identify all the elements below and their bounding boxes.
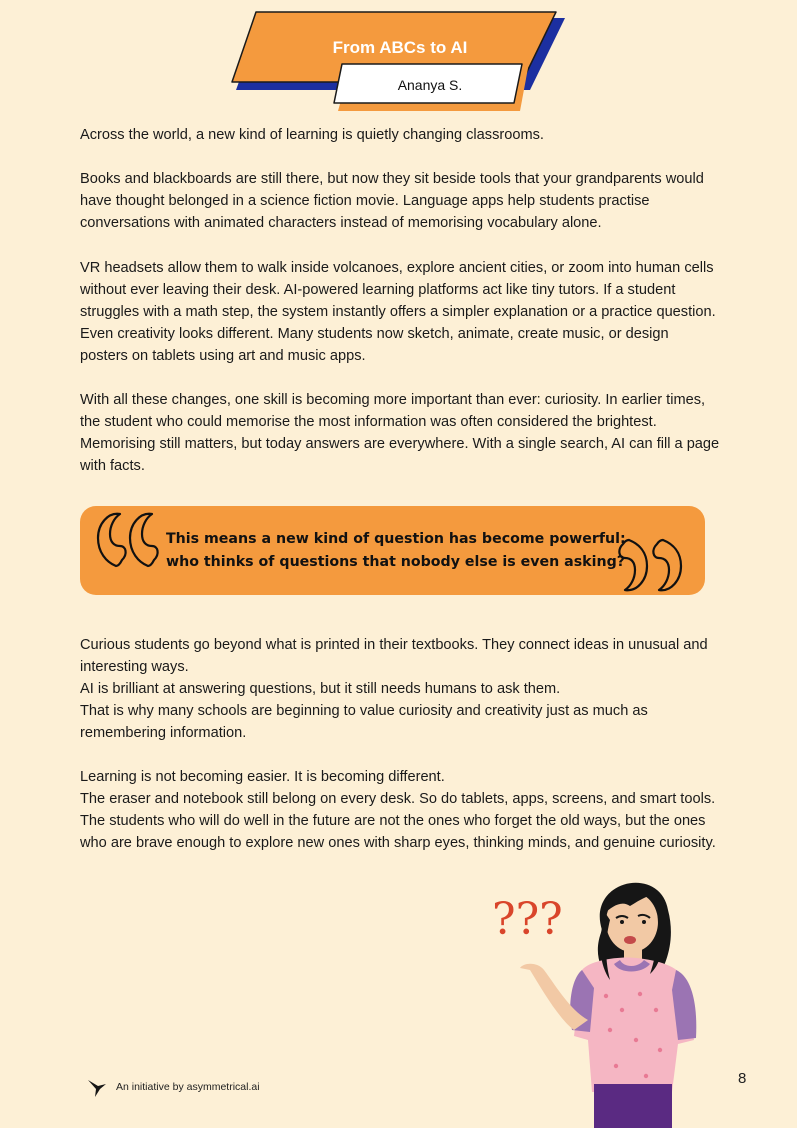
curious-girl-illustration: [490, 870, 710, 1128]
question-marks: ???: [492, 894, 563, 945]
paragraph-books: Books and blackboards are still there, but now they sit beside tools that your grandparents would have thought belonged in a science fiction movie. Language apps help students practise conversations with animated characters instead of memorising vocabulary alone.: [80, 171, 704, 231]
page-number: 8: [738, 1070, 747, 1087]
bird-logo-icon: [86, 1076, 108, 1098]
paragraph-curious-students: Curious students go beyond what is printed in their textbooks. They connect ideas in unusual and interesting ways.: [80, 637, 708, 675]
initiative-text: An initiative by asymmetrical.ai: [116, 1081, 260, 1093]
footer: [86, 1076, 260, 1098]
pull-quote-box: [80, 506, 705, 595]
paragraph-curiosity: With all these changes, one skill is becoming more important than ever: curiosity. In earlier times, the student who could memorise the most information was often considered the brightest. Memorising still matters, but today answers are everywhere. With a single search, AI can fill a page with facts.: [80, 392, 720, 474]
pull-quote-text: This means a new kind of question has become powerful: who thinks of questions that nobody else is even asking?: [166, 531, 626, 570]
paragraph-learning: Learning is not becoming easier. It is becoming different.: [80, 769, 445, 785]
open-quote-icon: [92, 508, 162, 570]
article-title: From ABCs to AI: [332, 38, 468, 57]
author-name: Ananya S.: [397, 77, 463, 93]
paragraph-vr: VR headsets allow them to walk inside volcanoes, explore ancient cities, or zoom into human cells without ever leaving their desk. AI-powered learning platforms act like tiny tutors. If a student struggles with a math step, the system instantly offers a simpler explanation or a practice question. Even creativity looks different. Many students now sketch, animate, create music, or design posters on tablets using art and music apps.: [80, 260, 716, 364]
paragraph-schools: That is why many schools are beginning to value curiosity and creativity just as much as remembering information.: [80, 703, 648, 741]
paragraph-intro: Across the world, a new kind of learning is quietly changing classrooms.: [80, 127, 544, 143]
close-quote-icon: [615, 538, 687, 594]
banner-shape: [230, 8, 570, 113]
paragraph-ai-brilliant: AI is brilliant at answering questions, but it still needs humans to ask them.: [80, 681, 561, 697]
title-banner: [230, 8, 570, 113]
paragraph-eraser: The eraser and notebook still belong on every desk. So do tablets, apps, screens, and smart tools. The students who will do well in the future are not the ones who forget the old ways, but the ones who are brave enough to explore new ones with sharp eyes, thinking minds, and genuine curiosity.: [80, 791, 716, 851]
